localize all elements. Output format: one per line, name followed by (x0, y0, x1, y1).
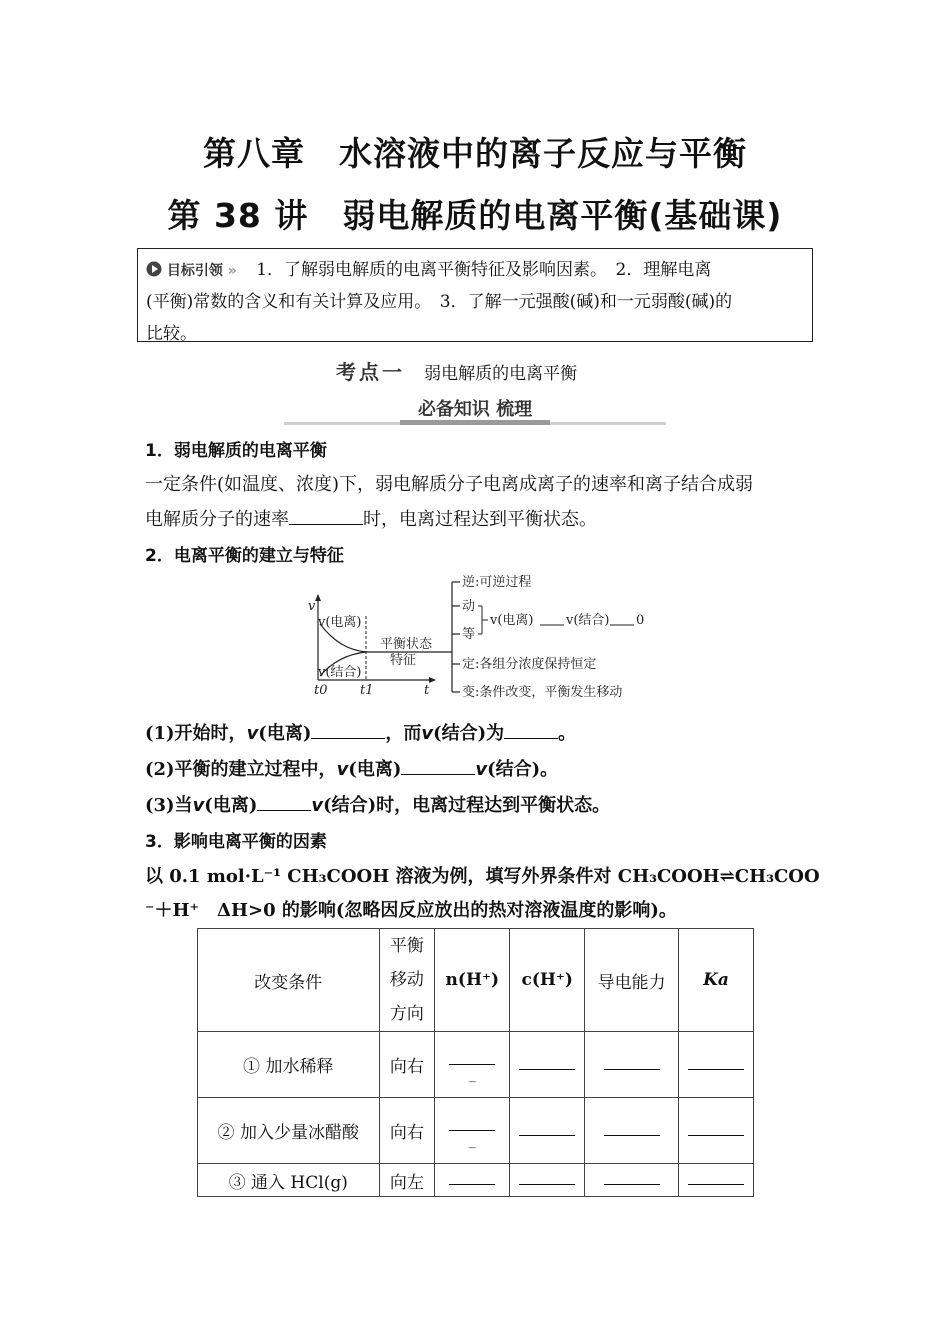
row-direction: 向右 (379, 1098, 435, 1164)
row-direction: 向右 (379, 1032, 435, 1098)
q2-part-a: (2)平衡的建立过程中， (145, 759, 337, 780)
v-axis-arrow (315, 594, 321, 601)
table-row (198, 1164, 754, 1197)
part1-text-2b: 时，电离过程达到平衡状态。 (363, 509, 597, 530)
answer-blank[interactable] (289, 508, 363, 525)
header-ka: Ka (679, 929, 754, 1032)
answer-cell[interactable] (679, 1032, 754, 1098)
v-symbol: v (192, 795, 205, 816)
feature-deng: 等 (462, 627, 476, 642)
kaodian-title: 弱电解质的电离平衡 (424, 364, 578, 384)
question-2 (145, 755, 558, 781)
objectives-badge-label: 目标引领 (166, 263, 223, 279)
objectives-box (137, 248, 813, 342)
part1-heading: 1．弱电解质的电离平衡 (145, 441, 327, 461)
row-condition: ① 加水稀释 (198, 1032, 380, 1098)
t-axis-label: t (424, 683, 430, 698)
header-condition: 改变条件 (198, 929, 380, 1032)
answer-cell[interactable] (435, 1164, 510, 1197)
answer-cell[interactable] (510, 1032, 585, 1098)
objectives-line-1 (146, 255, 711, 280)
objectives-badge (146, 260, 237, 280)
deng-expr-c: 0 (636, 613, 645, 628)
deng-expr-b: v(结合) (566, 613, 610, 628)
header-direction (379, 929, 435, 1032)
header-n-h: n(H⁺) (435, 929, 510, 1032)
answer-cell[interactable] (585, 1098, 679, 1164)
banner-underline-accent (400, 420, 550, 425)
feature-ding: 定:各组分浓度保持恒定 (462, 657, 597, 672)
answer-blank[interactable] (401, 758, 475, 775)
t-axis-arrow (429, 677, 436, 683)
feature-dong: 动 (462, 599, 476, 614)
banner-title: 必备知识 梳理 (417, 399, 533, 420)
section-heading (336, 356, 577, 385)
factors-table (197, 928, 754, 1197)
double-chevron-icon: » (227, 263, 237, 279)
answer-blank[interactable] (257, 794, 311, 811)
v-symbol: v (246, 723, 259, 744)
answer-blank[interactable] (504, 722, 558, 739)
table-header-row (198, 929, 754, 1032)
v-symbol: v (336, 759, 349, 780)
deng-expr-a: v(电离) (490, 613, 534, 628)
equilibrium-diagram (300, 572, 660, 702)
q1-part-b: (电离) (258, 723, 312, 744)
question-3 (145, 791, 610, 817)
objectives-line-2: (平衡)常数的含义和有关计算及应用。 3．了解一元强酸(碱)和一元弱酸(碱)的 (146, 292, 733, 312)
t0-label: t0 (314, 683, 328, 698)
part3-text-1: 以 0.1 mol·L⁻¹ CH₃COOH 溶液为例，填写外界条件对 CH₃COOH⇌CH₃COO (145, 866, 820, 887)
curve-combine-label: v(结合) (318, 665, 362, 680)
answer-cell[interactable]: _ (435, 1032, 510, 1098)
play-circle-icon (146, 261, 162, 277)
part1-text-2 (145, 505, 597, 531)
objectives-text-1: 1．了解弱电解质的电离平衡特征及影响因素。 2．理解电离 (256, 260, 712, 280)
q3-part-c: (结合)时，电离过程达到平衡状态。 (323, 795, 611, 816)
t1-label: t1 (360, 683, 374, 698)
answer-cell[interactable] (679, 1098, 754, 1164)
answer-cell[interactable] (679, 1164, 754, 1197)
v-symbol: v (311, 795, 324, 816)
middle-label-2: 特征 (390, 653, 417, 668)
q1-part-c: ，而 (385, 723, 422, 744)
answer-cell[interactable] (585, 1164, 679, 1197)
header-conductivity: 导电能力 (585, 929, 679, 1032)
q3-part-a: (3)当 (145, 795, 193, 816)
header-direction-line2: 移动 (389, 970, 424, 990)
header-direction-line1: 平衡 (389, 936, 424, 956)
answer-cell[interactable]: _ (435, 1098, 510, 1164)
kaodian-label: 考点一 (336, 360, 405, 384)
part1-text-2a: 电解质分子的速率 (145, 509, 289, 530)
v-symbol: v (421, 723, 434, 744)
table-row (198, 1032, 754, 1098)
feature-bian: 变:条件改变，平衡发生移动 (462, 685, 623, 700)
row-condition: ③ 通入 HCl(g) (198, 1164, 380, 1197)
answer-cell[interactable] (510, 1164, 585, 1197)
chapter-title: 第八章 水溶液中的离子反应与平衡 (203, 134, 747, 173)
q1-part-e: 。 (558, 723, 577, 744)
curve-ionize-label: v(电离) (318, 615, 362, 630)
answer-cell[interactable] (510, 1098, 585, 1164)
q1-part-d: (结合)为 (433, 723, 505, 744)
header-c-h: c(H⁺) (510, 929, 585, 1032)
part2-heading: 2．电离平衡的建立与特征 (145, 546, 344, 566)
table-row (198, 1098, 754, 1164)
header-direction-line3: 方向 (389, 1004, 424, 1024)
row-condition: ② 加入少量冰醋酸 (198, 1098, 380, 1164)
q3-part-b: (电离) (204, 795, 258, 816)
question-1 (145, 719, 576, 745)
part1-text-1: 一定条件(如温度、浓度)下，弱电解质分子电离成离子的速率和离子结合成弱 (145, 474, 754, 495)
feature-ni: 逆:可逆过程 (462, 575, 532, 590)
v-symbol: v (475, 759, 488, 780)
objectives-line-3: 比较。 (146, 324, 197, 344)
lecture-title: 第 38 讲 弱电解质的电离平衡(基础课) (167, 196, 783, 235)
v-axis-label: v (308, 599, 316, 614)
part3-text-2: ⁻＋H⁺ ΔH>0 的影响(忽略因反应放出的热对溶液温度的影响)。 (145, 900, 677, 921)
q2-part-c: (结合)。 (487, 759, 559, 780)
middle-label-1: 平衡状态 (380, 637, 433, 652)
answer-cell[interactable] (585, 1032, 679, 1098)
q1-part-a: (1)开始时， (145, 723, 247, 744)
row-direction: 向左 (379, 1164, 435, 1197)
part3-heading: 3．影响电离平衡的因素 (145, 832, 327, 852)
answer-blank[interactable] (311, 722, 385, 739)
q2-part-b: (电离) (348, 759, 402, 780)
